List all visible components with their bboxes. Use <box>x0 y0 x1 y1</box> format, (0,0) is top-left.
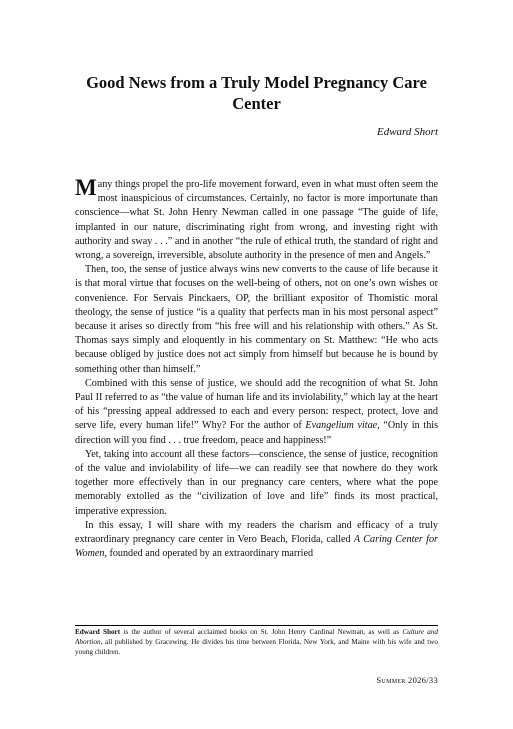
footnote-italic-title: Culture and Abortion <box>75 628 439 646</box>
footnote-text-a: is the author of several acclaimed books on St. John Henry Cardinal Newman, as well as <box>120 628 403 636</box>
article-author: Edward Short <box>376 126 438 138</box>
paragraph-5-italic: A Caring Center for Women <box>75 534 439 560</box>
paragraph-5 <box>75 519 438 562</box>
article-title: Good News from a Truly Model Pregnancy Care Center <box>86 73 427 113</box>
paragraph-1 <box>75 175 438 263</box>
paragraph-3 <box>75 377 438 448</box>
paragraph-3-italic: Evangelium vitae <box>305 420 378 432</box>
footnote-text-b: , all published by Gracewing. He divides his time between Florida, New York, and Maine with his wife and two young children. <box>75 637 438 656</box>
article-body <box>75 175 439 561</box>
paragraph-4: Yet, taking into account all these factors—conscience, the sense of justice, recognition of the value and inviolability of life—we can readily see that nowhere do they work together more effectively than in our pregnancy care centers, where what the pope memorably extolled as the “civilization of love and life” finds its most practical, imperative expression. <box>75 448 438 517</box>
paragraph-5-text-b: , founded and operated by an extraordinary married <box>104 548 314 560</box>
paragraph-5-text-a: In this essay, I will share with my readers the charism and efficacy of a truly extraordinary pregnancy care center in Vero Beach, Florida, called <box>75 519 438 546</box>
footer-page-number: 2026/33 <box>405 675 438 685</box>
paragraph-3-text-a: Combined with this sense of justice, we should add the recognition of what St. John Paul II referred to as “the value of human life and its inviolability,” which lay at the heart of his “pressing appeal addressed to each and every person: respect, protect, love and serve life, every human life!” Why? For the author of <box>75 377 438 432</box>
paragraph-2: Then, too, the sense of justice always wins new converts to the cause of life because it is that moral virtue that focuses on the well-being of others, not on one’s own wishes or convenience. For Servais Pinckaers, OP, the brilliant expositor of Thomistic moral theology, the sense of justice “is a quality that perfects man in his most personal aspect” because it arises so directly from “his free will and his relationship with others.” As St. Thomas says simply and eloquently in his commentary on St. Matthew: “He who acts because obliged by justice does not act simply from himself but because he is bound by something other than himself.” <box>75 264 438 375</box>
footnote-rule <box>75 625 438 626</box>
footer-season: Summer <box>376 675 406 685</box>
drop-cap: M <box>75 175 97 200</box>
paragraph-1-text: any things propel the pro-life movement forward, even in what must often seem the most inauspicious of circumstances. Certainly, no factor is more importunate than conscience—what St. John Henry Newman called in one passage “The guide of life, implanted in our nature, discriminating right from wrong, and investing right with authority and sway . . .” and in another “the rule of ethical truth, the standard of right and wrong, a sovereign, irreversible, absolute authority in the presence of men and Angels.” <box>75 179 438 262</box>
paragraph-3-text-b: , “Only in this direction will you find . . . true freedom, peace and happiness!” <box>75 420 439 446</box>
author-footnote <box>75 628 438 657</box>
page-footer <box>376 675 438 685</box>
footnote-author-name: Edward Short <box>75 628 121 636</box>
